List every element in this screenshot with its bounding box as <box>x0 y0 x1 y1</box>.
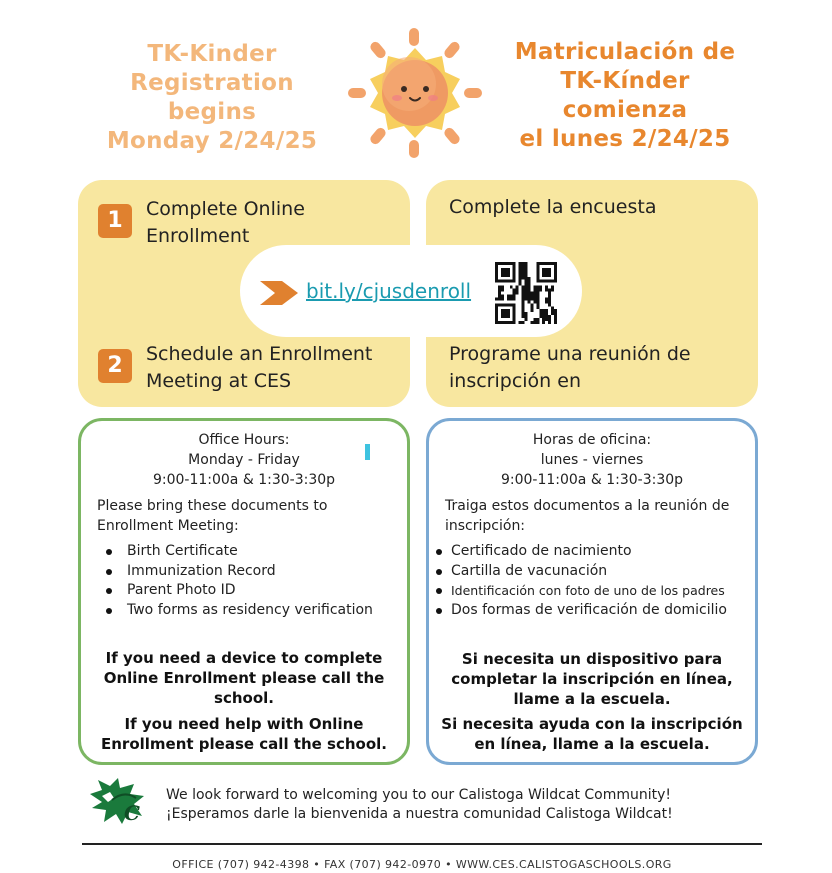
step-line: Meeting at CES <box>146 370 292 392</box>
headline-spanish <box>490 38 760 154</box>
hours-line: Office Hours: <box>198 432 290 448</box>
step-1-badge: 1 <box>98 204 132 238</box>
document-label: Identificación con foto de uno de los padres <box>451 583 725 599</box>
step-2-text-spanish <box>449 341 739 395</box>
headline-line: el lunes 2/24/25 <box>519 126 731 152</box>
document-label: Certificado de nacimiento <box>451 543 632 559</box>
document-label: Cartilla de vacunación <box>451 562 608 579</box>
note-line: Si necesita un dispositivo para <box>461 650 723 668</box>
list-item <box>106 601 406 621</box>
note-line: If you need help with Online <box>124 715 364 733</box>
note-line: Enrollment please call the school. <box>101 735 387 753</box>
help-note-english <box>96 714 392 754</box>
bullet-icon <box>106 608 112 614</box>
help-note-spanish <box>440 714 744 754</box>
documents-list-spanish <box>436 542 756 620</box>
headline-line: Matriculación de <box>514 39 736 65</box>
headline-line: Monday 2/24/25 <box>106 128 318 154</box>
welcome-text-english: We look forward to welcoming you to our Calistoga Wildcat Community! <box>166 787 672 803</box>
footer-divider <box>82 843 762 845</box>
bullet-icon <box>106 588 112 594</box>
device-note-spanish <box>440 649 744 709</box>
documents-list-english <box>106 542 406 620</box>
note-line: en línea, llame a la escuela. <box>474 735 710 753</box>
bring-line: Please bring these documents to <box>97 498 328 514</box>
hours-line: lunes - viernes <box>540 452 644 468</box>
device-note-english <box>96 648 392 708</box>
footer-contact: OFFICE (707) 942-4398 • FAX (707) 942-0970 • WWW.CES.CALISTOGASCHOOLS.ORG <box>172 858 672 871</box>
list-item <box>106 542 406 562</box>
chevron-right-icon <box>258 279 300 307</box>
document-label: Dos formas de verificación de domicilio <box>451 601 727 618</box>
note-line: Si necesita ayuda con la inscripción <box>441 715 743 733</box>
document-label: Immunization Record <box>127 562 276 579</box>
step-1-text-spanish: Complete la encuesta <box>449 196 657 218</box>
step-line: Programe una reunión de <box>449 343 691 365</box>
step-1-text-english <box>146 196 396 250</box>
bring-line: inscripción: <box>445 518 526 534</box>
step-line: Complete Online <box>146 198 305 220</box>
welcome-text-spanish: ¡Esperamos darle la bienvenida a nuestra comunidad Calistoga Wildcat! <box>166 806 673 822</box>
wildcat-logo-icon <box>88 776 150 828</box>
hours-line: 9:00-11:00a & 1:30-3:30p <box>500 472 684 488</box>
hours-line: Monday - Friday <box>188 452 300 468</box>
headline-line: Registration <box>130 70 294 96</box>
enroll-link[interactable]: bit.ly/cjusdenroll <box>306 279 472 303</box>
note-line: school. <box>214 689 274 707</box>
list-item <box>436 581 756 601</box>
note-line: Online Enrollment please call the <box>103 669 385 687</box>
hours-line: 9:00-11:00a & 1:30-3:30p <box>152 472 336 488</box>
step-2-badge: 2 <box>98 349 132 383</box>
list-item <box>436 562 756 582</box>
bullet-icon <box>106 569 112 575</box>
note-line: llame a la escuela. <box>513 690 671 708</box>
document-label: Parent Photo ID <box>127 582 236 599</box>
step-line: inscripción en <box>449 370 581 392</box>
document-label: Birth Certificate <box>127 543 238 559</box>
step-2-text-english <box>146 341 396 395</box>
bring-documents-english <box>97 496 397 536</box>
qr-code-icon[interactable] <box>495 262 557 324</box>
list-item <box>436 601 756 621</box>
svg-text:C: C <box>124 801 140 825</box>
bullet-icon <box>436 569 442 575</box>
headline-line: TK-Kinder <box>147 41 277 67</box>
list-item <box>106 581 406 601</box>
headline-line: comienza <box>562 97 688 123</box>
bring-line: Enrollment Meeting: <box>97 518 239 534</box>
bullet-icon <box>436 608 442 614</box>
document-label: Two forms as residency verification <box>127 601 373 618</box>
headline-line: TK-Kínder <box>560 68 690 94</box>
headline-line: begins <box>167 99 257 125</box>
list-item <box>106 562 406 582</box>
office-hours-spanish <box>444 430 740 490</box>
step-line: Schedule an Enrollment <box>146 343 373 365</box>
step-line: Enrollment <box>146 225 250 247</box>
list-item <box>436 542 756 562</box>
bring-line: Traiga estos documentos a la reunión de <box>445 498 730 514</box>
bring-documents-spanish <box>445 496 745 536</box>
bullet-icon <box>106 549 112 555</box>
note-line: completar la inscripción en línea, <box>451 670 733 688</box>
text-cursor-mark <box>365 444 370 460</box>
office-hours-english <box>96 430 392 490</box>
note-line: If you need a device to complete <box>105 649 383 667</box>
sun-icon <box>346 26 484 160</box>
hours-line: Horas de oficina: <box>532 432 652 448</box>
headline-english <box>92 40 332 156</box>
bullet-icon <box>436 549 442 555</box>
bullet-icon <box>436 588 442 594</box>
